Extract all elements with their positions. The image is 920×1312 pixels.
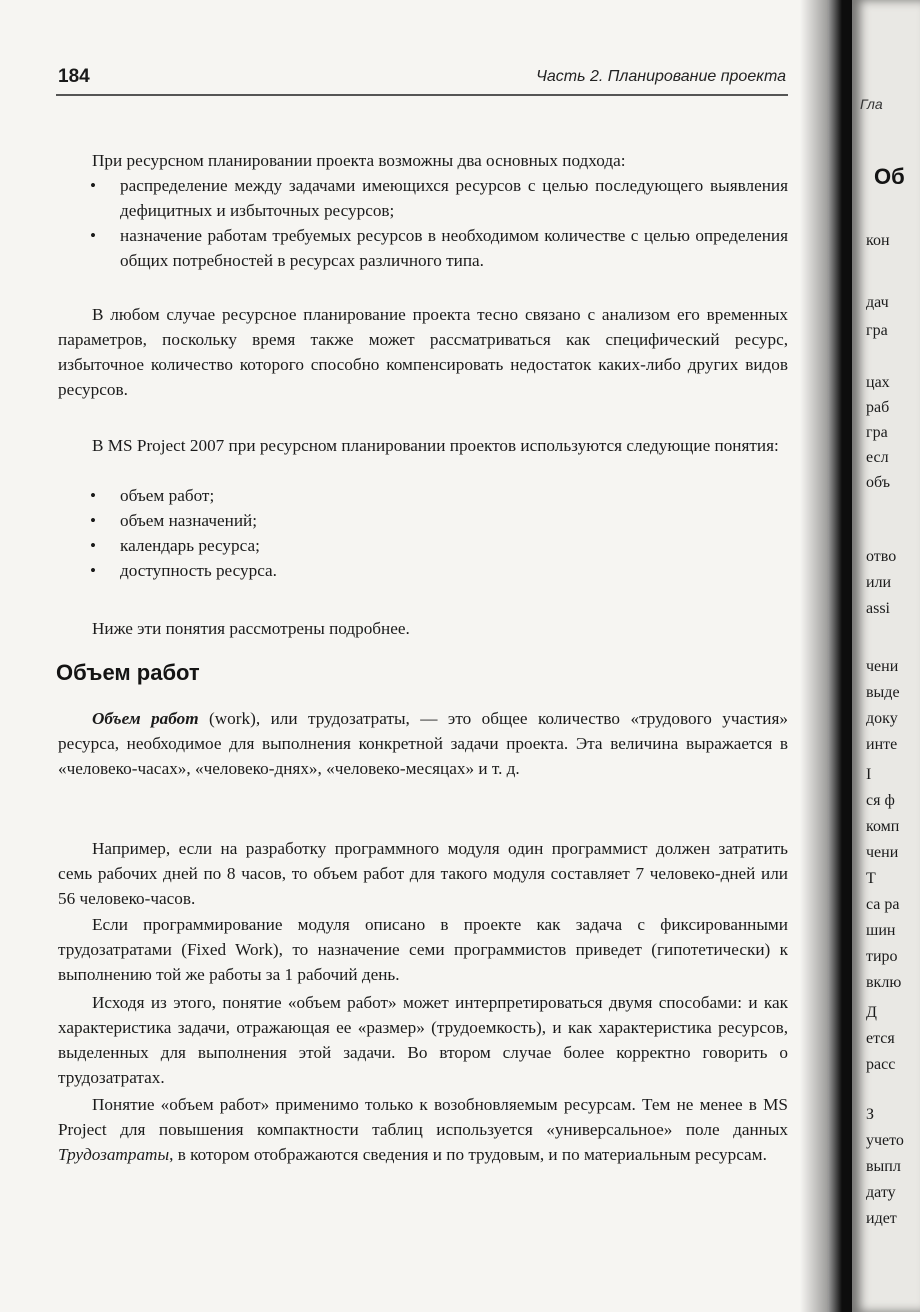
list-item [88, 223, 788, 273]
facing-text-line: учето [866, 1132, 904, 1149]
facing-text-line: дач [866, 294, 889, 311]
facing-text-line: цах [866, 374, 890, 391]
list-item [88, 533, 788, 558]
facing-text-line: или [866, 574, 892, 591]
facing-text-line: ется [866, 1030, 895, 1047]
facing-text-line: раб [866, 399, 890, 416]
field-name: Трудозатраты [58, 1145, 170, 1164]
bullet-icon: • [90, 226, 97, 245]
page-number: 184 [58, 66, 90, 87]
list-item [88, 508, 788, 533]
facing-text-line: вклю [866, 974, 902, 991]
facing-text-line: чени [866, 844, 899, 861]
facing-text-line: тиро [866, 948, 898, 965]
facing-text-line: дату [866, 1184, 896, 1201]
list-item-text: объем работ; [120, 486, 215, 505]
example-paragraph: Например, если на разработку программного модуля один программист должен затратить семь рабочих дней по 8 часов, то объем работ для такого модуля составляет 7 человеко-дней или 56 человеко-часов. [58, 839, 788, 908]
facing-text-line: assi [866, 600, 890, 617]
last-paragraph [58, 1092, 788, 1167]
running-title: Часть 2. Планирование проекта [536, 68, 786, 85]
facing-text-line: инте [866, 736, 898, 753]
facing-text-line: чени [866, 658, 899, 675]
list-item-text: назначение работам требуемых ресурсов в необходимом количестве с целью определения общих потребностей в ресурсах различного типа. [120, 226, 788, 270]
facing-text-line: доку [866, 710, 898, 727]
facing-text-line: комп [866, 818, 900, 835]
list-item [88, 173, 788, 223]
facing-running-title: Гла [860, 96, 883, 112]
list-item-text: объем назначений; [120, 511, 257, 530]
list-item-text: календарь ресурса; [120, 536, 260, 555]
bullet-icon: • [90, 536, 97, 555]
last-paragraph-text-a: Понятие «объем работ» применимо только к возобновляемым ресурсам. Тем не менее в MS Project для повышения компактности таблиц используется «универсальное» поле данных [58, 1095, 788, 1139]
concepts-list [88, 483, 788, 583]
list-item [88, 483, 788, 508]
facing-text-line: З [866, 1106, 875, 1123]
facing-text-line: гра [866, 322, 888, 339]
section-title: Объем работ [56, 660, 200, 685]
facing-text-line: выпл [866, 1158, 901, 1175]
bullet-icon: • [90, 486, 97, 505]
below-paragraph: Ниже эти понятия рассмотрены подробнее. [92, 619, 410, 638]
bullet-icon: • [90, 176, 97, 195]
facing-text-line: кон [866, 232, 890, 249]
facing-text-line: Т [866, 870, 876, 887]
list-item-text: распределение между задачами имеющихся ресурсов с целью последующего выявления дефицитных и избыточных ресурсов; [120, 176, 788, 220]
facing-text-line: идет [866, 1210, 897, 1227]
list-item-text: доступность ресурса. [120, 561, 277, 580]
bullet-icon: • [90, 561, 97, 580]
book-page-right [852, 0, 920, 1312]
facing-text-line: Д [866, 1004, 877, 1021]
any-case-paragraph: В любом случае ресурсное планирование проекта тесно связано с анализом его временных параметров, поскольку время также может рассматриваться как специфический ресурс, избыточное количество которого способно компенсировать недостаток каких-либо других видов ресурсов. [58, 305, 788, 399]
facing-text-line: са ра [866, 896, 900, 913]
list-item [88, 558, 788, 583]
interpret-paragraph: Исходя из этого, понятие «объем работ» может интерпретироваться двумя способами: и как характеристика задачи, отражающая ее «размер» (трудоемкость), и как характеристика ресурсов, выделенных для выполнения этой задачи. Во втором случае более корректно говорить о трудозатратах. [58, 993, 788, 1087]
intro-paragraph: При ресурсном планировании проекта возможны два основных подхода: [92, 151, 626, 170]
approaches-list [88, 173, 788, 273]
definition-term: Объем работ [92, 709, 199, 728]
facing-text-line: выде [866, 684, 900, 701]
facing-heading: Об [874, 164, 905, 189]
last-paragraph-text-b: , в котором отображаются сведения и по трудовым, и по материальным ресурсам. [169, 1145, 767, 1164]
facing-text-line: есл [866, 449, 889, 466]
book-spine-shadow [800, 0, 860, 1312]
facing-text-line: гра [866, 424, 888, 441]
facing-text-line: расс [866, 1056, 896, 1073]
definition-text: (work), или трудозатраты, — это общее количество «трудового участия» ресурса, необходимое для выполнения конкретной задачи проекта. Эта величина выражается в «человеко-часах», «человеко-днях», «человеко-месяцах» и т. д. [58, 709, 789, 778]
facing-text-line: ся ф [866, 792, 895, 809]
facing-text-line: шин [866, 922, 896, 939]
facing-text-line: I [866, 766, 872, 783]
header-rule [56, 94, 788, 96]
facing-text-line: отво [866, 548, 897, 565]
concepts-paragraph: В MS Project 2007 при ресурсном планировании проектов используются следующие понятия: [92, 436, 779, 455]
definition-paragraph [58, 706, 788, 781]
bullet-icon: • [90, 511, 97, 530]
facing-text-line: объ [866, 474, 891, 491]
fixed-work-paragraph: Если программирование модуля описано в проекте как задача с фиксированными трудозатратами (Fixed Work), то назначение семи программистов приведет (гипотетически) к выполнению той же работы за 1 рабочий день. [58, 915, 788, 984]
